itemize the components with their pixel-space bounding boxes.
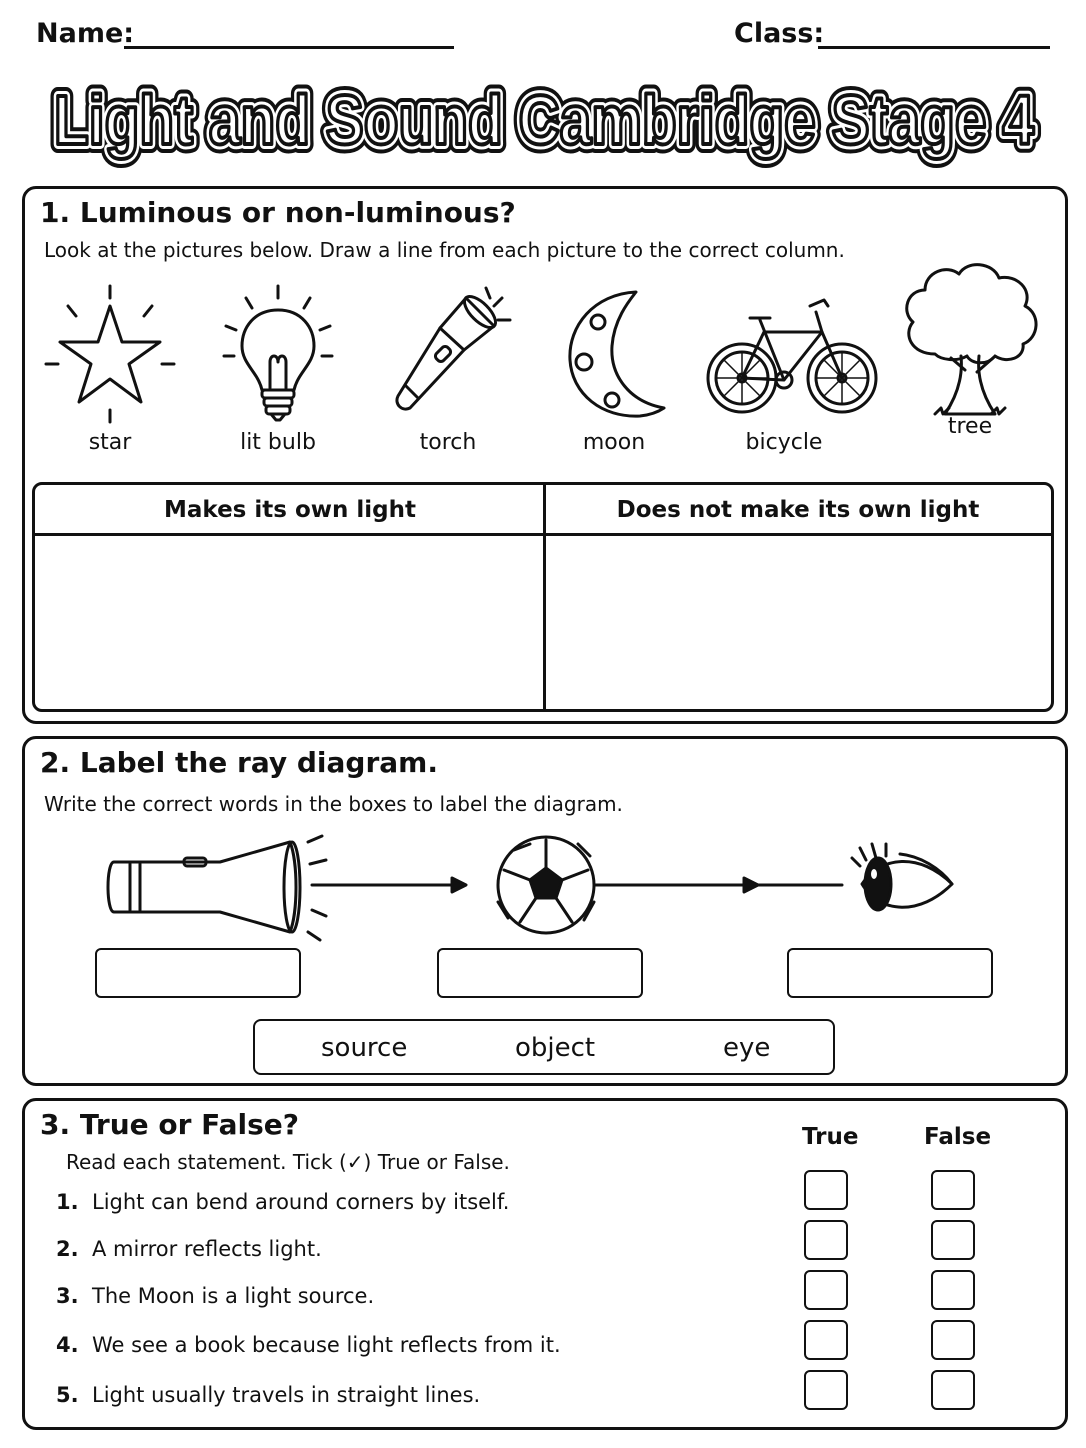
- picture-tree: [890, 258, 1050, 439]
- false-checkbox-5[interactable]: [931, 1370, 975, 1410]
- column-luminous: Makes its own light: [164, 497, 416, 523]
- false-checkbox-1[interactable]: [931, 1170, 975, 1210]
- statement-text: Light can bend around corners by itself.: [92, 1190, 510, 1214]
- picture-label: torch: [419, 430, 477, 455]
- true-column-heading: True: [802, 1124, 859, 1150]
- picture-lit-bulb: [198, 284, 358, 455]
- class-field[interactable]: [818, 46, 1050, 49]
- statement-text: A mirror reflects light.: [92, 1237, 322, 1261]
- statement-text: We see a book because light reflects from it.: [92, 1333, 561, 1357]
- light-bulb-icon: [208, 284, 348, 424]
- picture-label: bicycle: [745, 430, 823, 455]
- name-field[interactable]: [124, 46, 454, 49]
- false-column-heading: False: [924, 1124, 992, 1150]
- statement-row: [56, 1190, 509, 1214]
- statement-row: [56, 1333, 561, 1357]
- true-checkbox-1[interactable]: [804, 1170, 848, 1210]
- section2-heading: 2. Label the ray diagram.: [40, 746, 438, 779]
- torch-icon: [378, 284, 518, 424]
- false-checkbox-2[interactable]: [931, 1220, 975, 1260]
- word-source[interactable]: source: [321, 1033, 408, 1063]
- sorting-table: [32, 482, 1054, 712]
- object-label-box[interactable]: [437, 948, 643, 998]
- table-column-divider: [543, 485, 546, 709]
- column-non-luminous: Does not make its own light: [616, 497, 980, 523]
- section1-instruction: Look at the pictures below. Draw a line from each picture to the correct column.: [44, 238, 845, 262]
- word-object[interactable]: object: [515, 1033, 596, 1063]
- luminous-drop-area[interactable]: [35, 537, 541, 709]
- false-checkbox-3[interactable]: [931, 1270, 975, 1310]
- class-label: Class:: [734, 18, 825, 49]
- worksheet-title: [44, 62, 1044, 174]
- statement-number: 4.: [56, 1333, 79, 1357]
- true-checkbox-5[interactable]: [804, 1370, 848, 1410]
- picture-moon: [534, 284, 694, 455]
- word-bank: [253, 1019, 835, 1075]
- false-checkbox-4[interactable]: [931, 1320, 975, 1360]
- picture-star: [30, 284, 190, 455]
- eye-label-box[interactable]: [787, 948, 993, 998]
- torch-icon: [108, 836, 326, 940]
- statement-number: 1.: [56, 1190, 79, 1214]
- statement-number: 2.: [56, 1237, 79, 1261]
- ray-diagram: [100, 832, 960, 944]
- statement-row: [56, 1237, 322, 1261]
- tree-icon: [895, 258, 1045, 424]
- picture-bicycle: [704, 284, 864, 455]
- name-label: Name:: [36, 18, 135, 49]
- source-label-box[interactable]: [95, 948, 301, 998]
- eye-icon: [852, 844, 952, 910]
- true-checkbox-4[interactable]: [804, 1320, 848, 1360]
- picture-label: star: [88, 430, 132, 455]
- picture-label: lit bulb: [240, 430, 316, 455]
- section2-instruction: Write the correct words in the boxes to label the diagram.: [44, 792, 623, 816]
- statement-row: [56, 1284, 374, 1308]
- section3-instruction: Read each statement. Tick (✓) True or False.: [66, 1150, 510, 1174]
- picture-torch: [368, 284, 528, 455]
- title-outline: Light and Sound Cambridge Stage 4: [54, 81, 1035, 159]
- statement-text: Light usually travels in straight lines.: [92, 1383, 481, 1407]
- statement-number: 3.: [56, 1284, 79, 1308]
- title-halo: Light and Sound Cambridge Stage 4: [54, 81, 1035, 159]
- statement-row: [56, 1383, 480, 1407]
- section-true-false: [22, 1098, 1068, 1430]
- statement-number: 5.: [56, 1383, 79, 1407]
- statement-text: The Moon is a light source.: [92, 1284, 375, 1308]
- star-icon: [40, 284, 180, 424]
- word-eye[interactable]: eye: [723, 1033, 771, 1063]
- picture-label: tree: [947, 414, 993, 439]
- section3-heading: 3. True or False?: [40, 1108, 300, 1141]
- true-checkbox-2[interactable]: [804, 1220, 848, 1260]
- picture-label: moon: [582, 430, 646, 455]
- title-text: Light and Sound Cambridge Stage 4: [54, 81, 1035, 159]
- bicycle-icon: [704, 284, 880, 424]
- true-checkbox-3[interactable]: [804, 1270, 848, 1310]
- football-icon: [498, 837, 594, 933]
- section1-heading: 1. Luminous or non-luminous?: [40, 196, 516, 229]
- non-luminous-drop-area[interactable]: [547, 537, 1051, 709]
- moon-icon: [544, 284, 684, 424]
